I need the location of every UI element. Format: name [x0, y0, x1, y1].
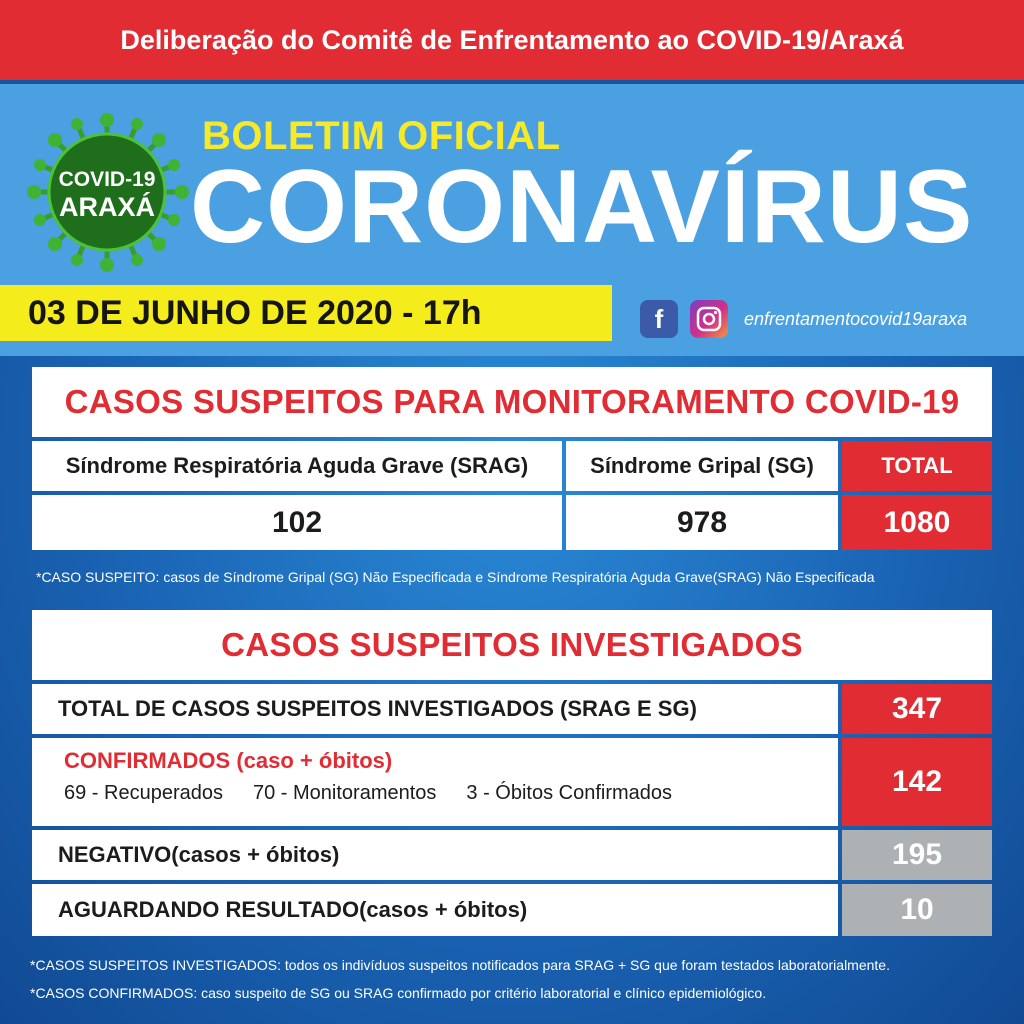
awaiting-value: 10 — [900, 893, 934, 926]
sg-header — [566, 441, 838, 491]
badge-line2: ARAXÁ — [58, 192, 156, 222]
awaiting-label-rest: (casos + óbitos) — [359, 897, 528, 922]
monitoring-section-title — [32, 367, 992, 437]
confirmed-value-cell — [842, 738, 992, 826]
total-investigated-row — [32, 684, 838, 734]
date-text: 03 DE JUNHO DE 2020 - 17h — [28, 293, 482, 332]
total-investigated-value: 347 — [891, 692, 943, 725]
suspect-case-note: *CASO SUSPEITO: casos de Síndrome Gripal (SG) Não Especificada e Síndrome Respiratória Aguda Grave(SRAG) Não Especificada — [36, 569, 875, 585]
confirmed-row — [32, 738, 838, 826]
bulletin-date — [0, 285, 612, 341]
awaiting-label-bold: AGUARDANDO RESULTADO — [58, 897, 360, 922]
total-header — [842, 441, 992, 491]
srag-value: 102 — [271, 505, 323, 539]
social-handle[interactable]: enfrentamentocovid19araxa — [744, 308, 968, 329]
awaiting-value-cell — [842, 884, 992, 936]
sg-label: Síndrome Gripal (SG) — [590, 453, 814, 478]
social-links — [640, 300, 967, 338]
negative-row — [32, 830, 838, 880]
confirmed-breakdown — [64, 782, 838, 805]
footnote-investigated: *CASOS SUSPEITOS INVESTIGADOS: todos os indivíduos suspeitos notificados para SRAG + SG que foram testados laboratorialmente. — [30, 957, 890, 973]
committee-banner — [0, 0, 1024, 80]
banner-text: Deliberação do Comitê de Enfrentamento ao COVID-19/Araxá — [120, 24, 904, 55]
sg-value: 978 — [676, 505, 728, 539]
srag-header — [32, 441, 562, 491]
negative-value: 195 — [891, 838, 943, 871]
srag-value-cell — [32, 495, 562, 550]
sg-value-cell — [566, 495, 838, 550]
total-value: 1080 — [883, 505, 951, 539]
investigated-section-title — [32, 610, 992, 680]
monitoring-title-text: CASOS SUSPEITOS PARA MONITORAMENTO COVID-19 — [64, 383, 960, 420]
confirmed-label — [64, 748, 838, 774]
instagram-icon[interactable] — [690, 300, 728, 338]
deaths-count: 3 - Óbitos Confirmados — [466, 782, 673, 804]
virus-icon — [22, 110, 192, 275]
monitoring-count: 70 - Monitoramentos — [252, 782, 437, 804]
facebook-glyph: f — [654, 303, 664, 334]
negative-label-rest: (casos + óbitos) — [171, 842, 340, 867]
negative-value-cell — [842, 830, 992, 880]
confirmed-label-bold: CONFIRMADOS — [64, 748, 231, 773]
bulletin-subtitle: BOLETIM OFICIAL — [202, 114, 561, 158]
footnote-confirmed: *CASOS CONFIRMADOS: caso suspeito de SG ou SRAG confirmado por critério laboratorial e clínico epidemiológico. — [30, 985, 767, 1001]
total-investigated-value-cell — [842, 684, 992, 734]
instagram-glyph-icon — [696, 306, 722, 332]
recovered-count: 69 - Recuperados — [64, 782, 223, 804]
confirmed-value: 142 — [891, 765, 943, 798]
awaiting-row — [32, 884, 838, 936]
total-value-cell — [842, 495, 992, 550]
facebook-icon[interactable] — [640, 300, 678, 338]
total-label: TOTAL — [881, 453, 953, 478]
page-title: CORONAVÍRUS — [190, 149, 974, 265]
total-investigated-label: TOTAL DE CASOS SUSPEITOS INVESTIGADOS (SRAG E SG) — [58, 696, 697, 721]
srag-label: Síndrome Respiratória Aguda Grave (SRAG) — [65, 453, 529, 478]
negative-label-bold: NEGATIVO — [58, 842, 172, 867]
badge-line1: COVID-19 — [58, 168, 156, 191]
investigated-title-text: CASOS SUSPEITOS INVESTIGADOS — [221, 626, 803, 663]
confirmed-label-rest: (caso + óbitos) — [230, 748, 393, 773]
